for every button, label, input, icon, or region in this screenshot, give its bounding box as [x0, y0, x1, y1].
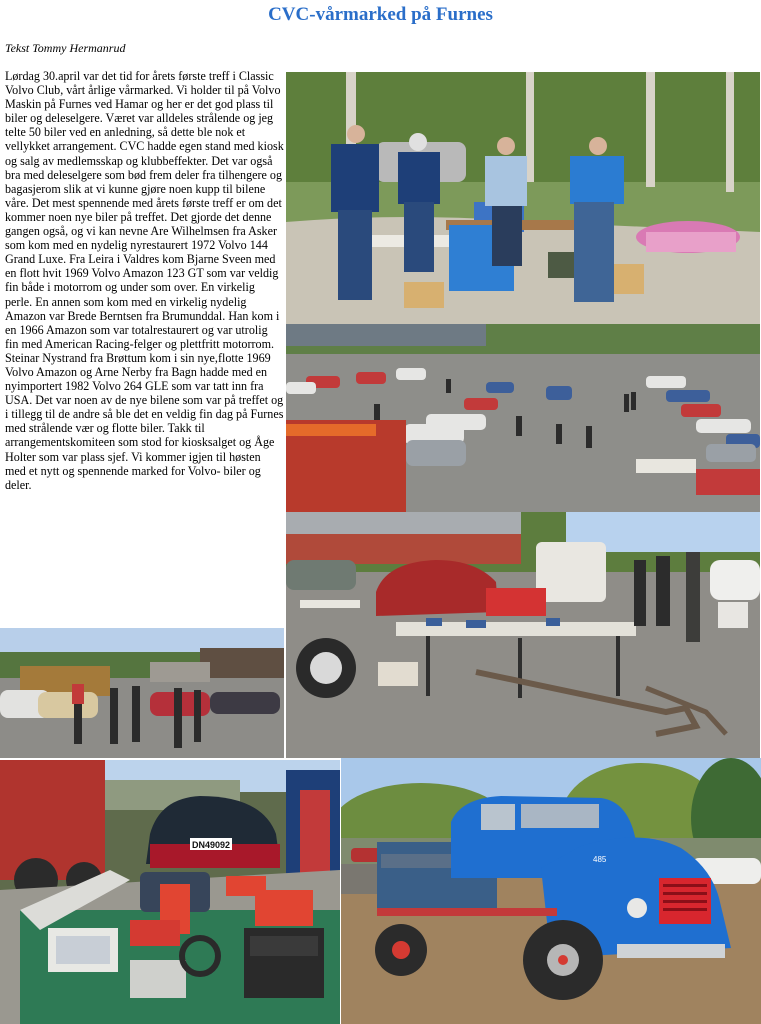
photo-trailer-parts [0, 760, 340, 1024]
photo-blue-truck [341, 758, 761, 1024]
page-title: CVC-vårmarked på Furnes [268, 4, 493, 25]
license-plate-text: DN49092 [191, 840, 231, 850]
truck-badge-text: 485 [593, 855, 607, 864]
photo-parking-overview [286, 324, 760, 512]
byline: Tekst Tommy Hermanrud [5, 41, 126, 55]
photo-club-stand [286, 72, 760, 324]
photo-parts-table [286, 512, 760, 758]
photo-visitors [0, 628, 284, 758]
article-body: Lørdag 30.april var det tid for årets første treff i Classic Volvo Club, vårt årlige vårmarked. Vi holder til på Volvo Maskin på Furnes ved Hamar og her er det god plass til biler og deleselgere. Været var alldeles strålende og jeg telte 50 biler ved en anledning, så dette ble nok et vellykket arrangement. CVC hadde egen stand med kiosk og salg av medlemsskap og klubbeffekter. Det var også bra med deleselgere som bød frem deler fra tilhengere og bagasjerom slik at vi kunne gjøre noen kupp til bilene våre. Det mest spennende med årets første treff er om det kommer noen nye biler på treffet. Det gjorde det denne gangen også, og vi kan nevne Are Wilhelmsen fra Asker som kom med en nydelig nyrestaurert 1972 Volvo 144 Grand Luxe. Fra Leira i Valdres kom Bjarne Sveen med en flott hvit 1969 Volvo Amazon 123 GT som var veldig fin både i motorrom og under som over. En virkelig perle. En annen som kom med en virkelig nydelig Amazon var Brede Berntsen fra Brumunddal. Han kom i en 1966 Amazon som var totalrestaurert og var utrolig fin med American Racing-felger og plettfritt motorrom. Steinar Nystrand fra Brøttum kom i sin nye,flotte 1969 Volvo Amazon og Arne Nerby fra Bagn hadde med en nyimportert 1982 Volvo 264 GLE som var tatt inn fra USA. Det var noen av de nye bilene som var på treffet og i tillegg til de andre så ble det en veldig fin dag på Furnes med strålende vær og flotte biler. Takk til arrangementskomiteen som stod for kiosksalget og Åge Holter som var plass sjef. Vi kommer igjen til høsten med et nytt og spennende marked for Volvo- biler og deler. [5, 69, 284, 492]
